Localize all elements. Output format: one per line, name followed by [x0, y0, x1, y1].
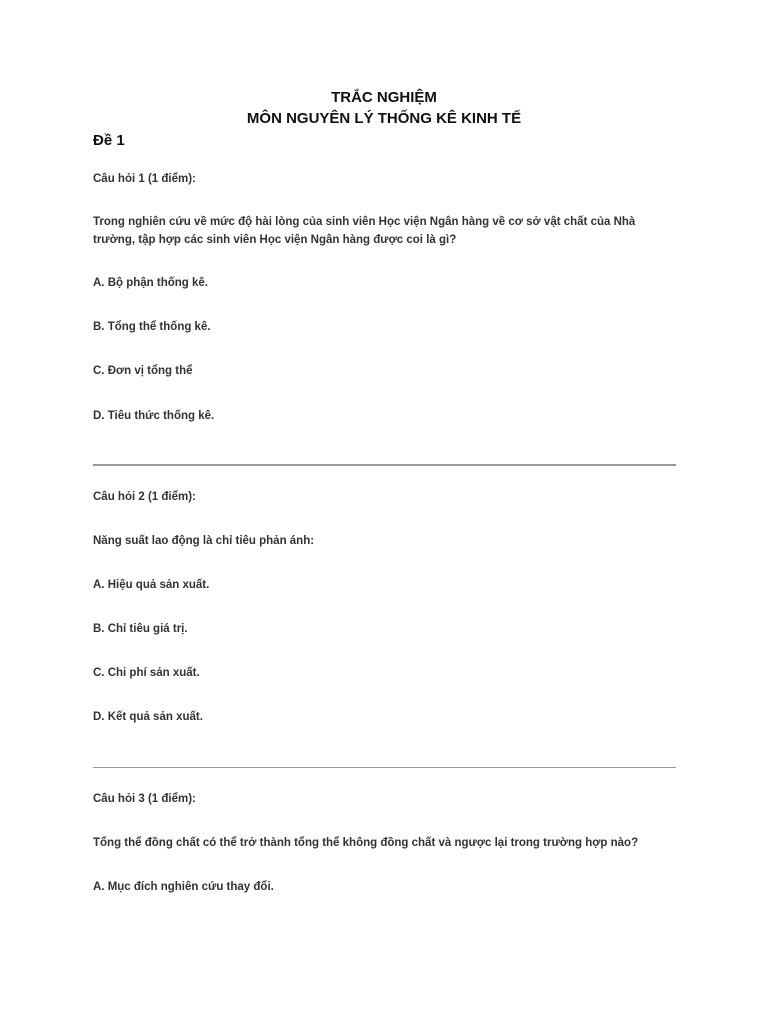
question-3-option-a: A. Mục đích nghiên cứu thay đổi. — [93, 881, 274, 893]
question-2-option-d: D. Kết quả sản xuất. — [93, 711, 203, 723]
exam-label: Đề 1 — [93, 132, 125, 149]
document-subtitle: MÔN NGUYÊN LÝ THỐNG KÊ KINH TẾ — [246, 110, 522, 127]
separator-1 — [93, 464, 676, 466]
question-1-option-b: B. Tổng thể thống kê. — [93, 321, 211, 333]
question-1-option-a: A. Bộ phận thống kê. — [93, 277, 208, 289]
question-2-header: Câu hỏi 2 (1 điểm): — [93, 491, 196, 503]
question-3-header: Câu hỏi 3 (1 điểm): — [93, 793, 196, 805]
question-2-text-line-1: Năng suất lao động là chỉ tiêu phản ánh: — [93, 535, 315, 547]
question-2-option-a: A. Hiệu quả sản xuất. — [93, 579, 210, 591]
question-1-option-c: C. Đơn vị tổng thể — [93, 365, 193, 377]
question-1-text-line-1: Trong nghiên cứu về mức độ hài lòng của sinh viên Học viện Ngân hàng về cơ sở vật chất của Nhà — [93, 216, 636, 228]
question-2-option-b: B. Chỉ tiêu giá trị. — [93, 623, 188, 635]
question-2-option-c: C. Chi phí sản xuất. — [93, 667, 200, 679]
question-1-option-d: D. Tiêu thức thống kê. — [93, 410, 215, 422]
document-title: TRẮC NGHIỆM — [331, 89, 437, 106]
question-1-text-line-2: trường, tập hợp các sinh viên Học viện Ngân hàng được coi là gì? — [93, 234, 457, 246]
question-3-text-line-1: Tổng thể đồng chất có thể trở thành tổng thể không đồng chất và ngược lại trong trường hợp nào? — [93, 837, 639, 849]
separator-2 — [93, 767, 676, 768]
question-1-header: Câu hỏi 1 (1 điểm): — [93, 173, 196, 185]
